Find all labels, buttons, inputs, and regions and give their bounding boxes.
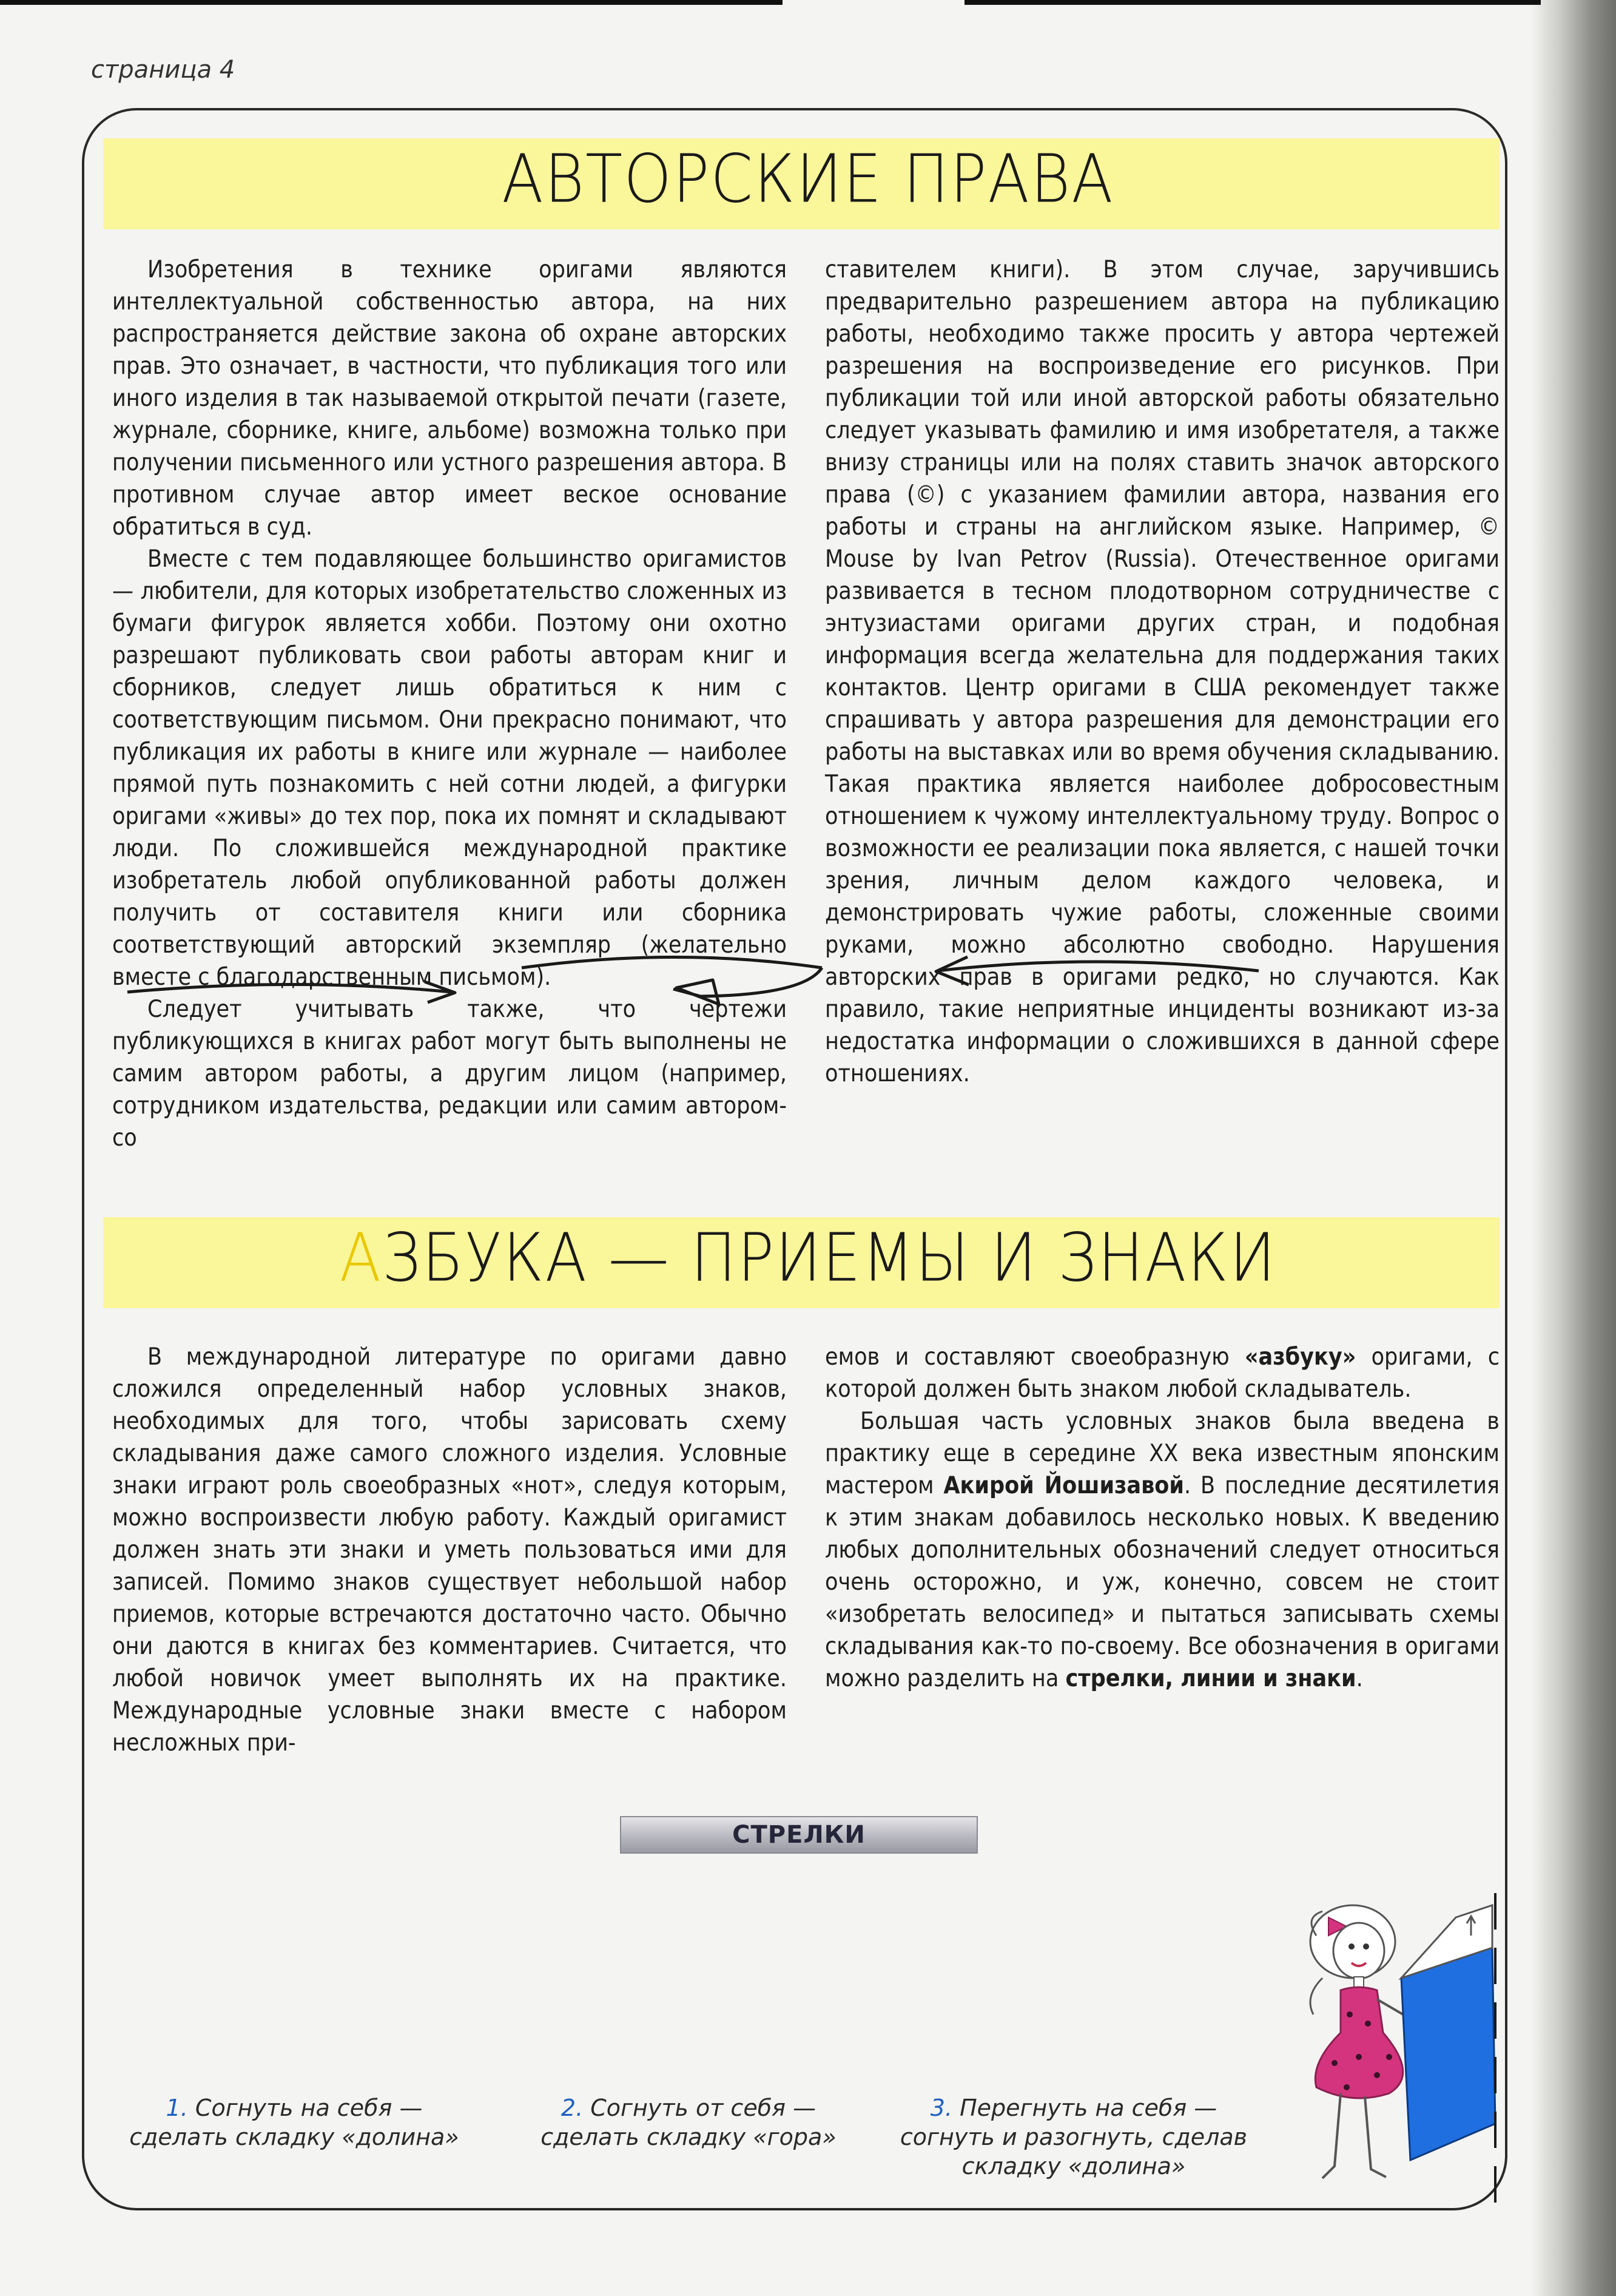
alphabet-left-column: [112, 1341, 787, 1759]
paragraph: Большая часть условных знаков была введена в практику еще в середине XX века известным японским мастером Акирой Йошизавой. В последние десятилетия к этим знакам добавилось несколько новых. К введению любых дополнительных обозначений следует относиться очень осторожно, и уж, конечно, совсем не стоит «изобретать велосипед» и пытаться записывать схемы складывания как-то по-своему. Все обозначения в оригами можно разделить на стрелки, линии и знаки.: [825, 1408, 1500, 1692]
section-title-alphabet: [0, 1218, 1616, 1297]
valley-fold-arrow-icon: [124, 959, 464, 1007]
paragraph: Изобретения в технике оригами являются интеллектуальной собственностью автора, на них распространяется действие закона об охране авторских прав. Это означает, в частности, что публикация того или иного изделия в так называемой открытой печати (газете, журнале, сборнике, книге, альбоме) возможна только при получении письменного или устного разрешения автора. В противном случае автор имеет веское основание обратиться в суд.: [112, 256, 787, 541]
top-rule-right: [965, 0, 1541, 5]
bold-term: «азбуку»: [1244, 1343, 1356, 1371]
bold-term: стрелки, линии и знаки: [1065, 1665, 1356, 1692]
fold-unfold-arrow-icon: [925, 944, 1265, 1004]
bold-name: Акирой Йошизавой: [943, 1472, 1184, 1499]
arrow-caption-1: 1. Согнуть на себя — сделать складку «долина»: [129, 2095, 459, 2150]
paragraph: В международной литературе по оригами давно сложился определенный набор условных знаков, необходимых для того, чтобы зарисовать схему складывания даже самого сложного изделия. Условные знаки играют роль своеобразных «нот», следуя которым, можно воспроизвести любую работу. Каждый оригамист должен знать эти знаки и уметь пользоваться ими для записей. Помимо знаков существует небольшой набор приемов, которые встречаются достаточно часто. Обычно они даются в книгах без комментариев. Считается, что любой новичок умеет выполнять их на практике. Международные условные знаки вместе с набором несложных при-: [112, 1343, 787, 1757]
page-number: страница 4: [91, 56, 235, 84]
title-accent-letter: А: [339, 1218, 383, 1297]
paragraph: Следует учитывать также, что чертежи публикующихся в книгах работ могут быть выполнены не самим автором работы, а другим лицом (например, сотрудником издательства, редакции или самим автором-со: [112, 996, 787, 1152]
paragraph: Вместе с тем подавляющее большинство оригамистов — любители, для которых изобретательство сложенных из бумаги фигурок является хобби. Поэтому они охотно разрешают публиковать свои работы авторам книг и сборников, следует лишь обратиться к ним с соответствующим письмом. Они прекрасно понимают, что публикация их работы в книге или журнале — наиболее прямой путь познакомить с ней сотни людей, а фигурки оригами «живы» до тех пор, пока их помнят и складывают люди. По сложившейся международной практике изобретатель любой опубликованной работы должен получить от составителя книги или сборника соответствующий авторский экземпляр (желательно вместе с благодарственным письмом).: [112, 545, 787, 991]
alphabet-right-column: [825, 1341, 1500, 1695]
arrow-caption-3: 3. Перегнуть на себя — согнуть и разогнуть, сделав складку «долина»: [900, 2095, 1248, 2180]
book-spine-shadow: [1531, 0, 1616, 2296]
mountain-fold-arrow-icon: [519, 940, 834, 1019]
paragraph: емов и составляют своеобразную «азбуку» оригами, с которой должен быть знаком любой складыватель.: [825, 1343, 1500, 1403]
arrow-caption-2: 2. Согнуть от себя — сделать складку «гора»: [540, 2095, 837, 2150]
paragraph: ставителем книги). В этом случае, заручившись предварительно разрешением автора на публикацию работы, необходимо также просить у автора чертежей разрешения на воспроизведение его рисунков. При публикации той или иной авторской работы обязательно следует указывать фамилию и имя изобретателя, а также внизу страницы или на полях ставить значок авторского права (©) с указанием фамилии автора, названия его работы и страны на английском языке. Например, © Mouse by Ivan Petrov (Russia). Отечественное оригами развивается в тесном плодотворном сотрудничестве с энтузиастами оригами других стран, и подобная информация всегда желательна для поддержания таких контактов. Центр оригами в США рекомендует также спрашивать у автора разрешения для демонстрации его работы на выставках или во время обучения складыванию. Такая практика является наиболее добросовестным отношением к чужому интеллектуальному труду. Вопрос о возможности ее реализации пока является, с нашей точки зрения, личным делом каждого человека, и демонстрировать чужие работы, сложенные своими руками, можно абсолютно свободно. Нарушения авторских прав в оригами редко, но случаются. Как правило, такие неприятные инциденты возникают из-за недостатка информации о сложившихся в данной сфере отношениях.: [825, 256, 1500, 1087]
top-rule-left: [0, 0, 783, 5]
section-title-copyright: АВТОРСКИЕ ПРАВА: [502, 140, 1114, 218]
mascot-girl-illustration: [1286, 1893, 1504, 2209]
arrows-tab-label: СТРЕЛКИ: [620, 1816, 978, 1854]
title-rest: ЗБУКА — ПРИЕМЫ И ЗНАКИ: [382, 1218, 1277, 1297]
